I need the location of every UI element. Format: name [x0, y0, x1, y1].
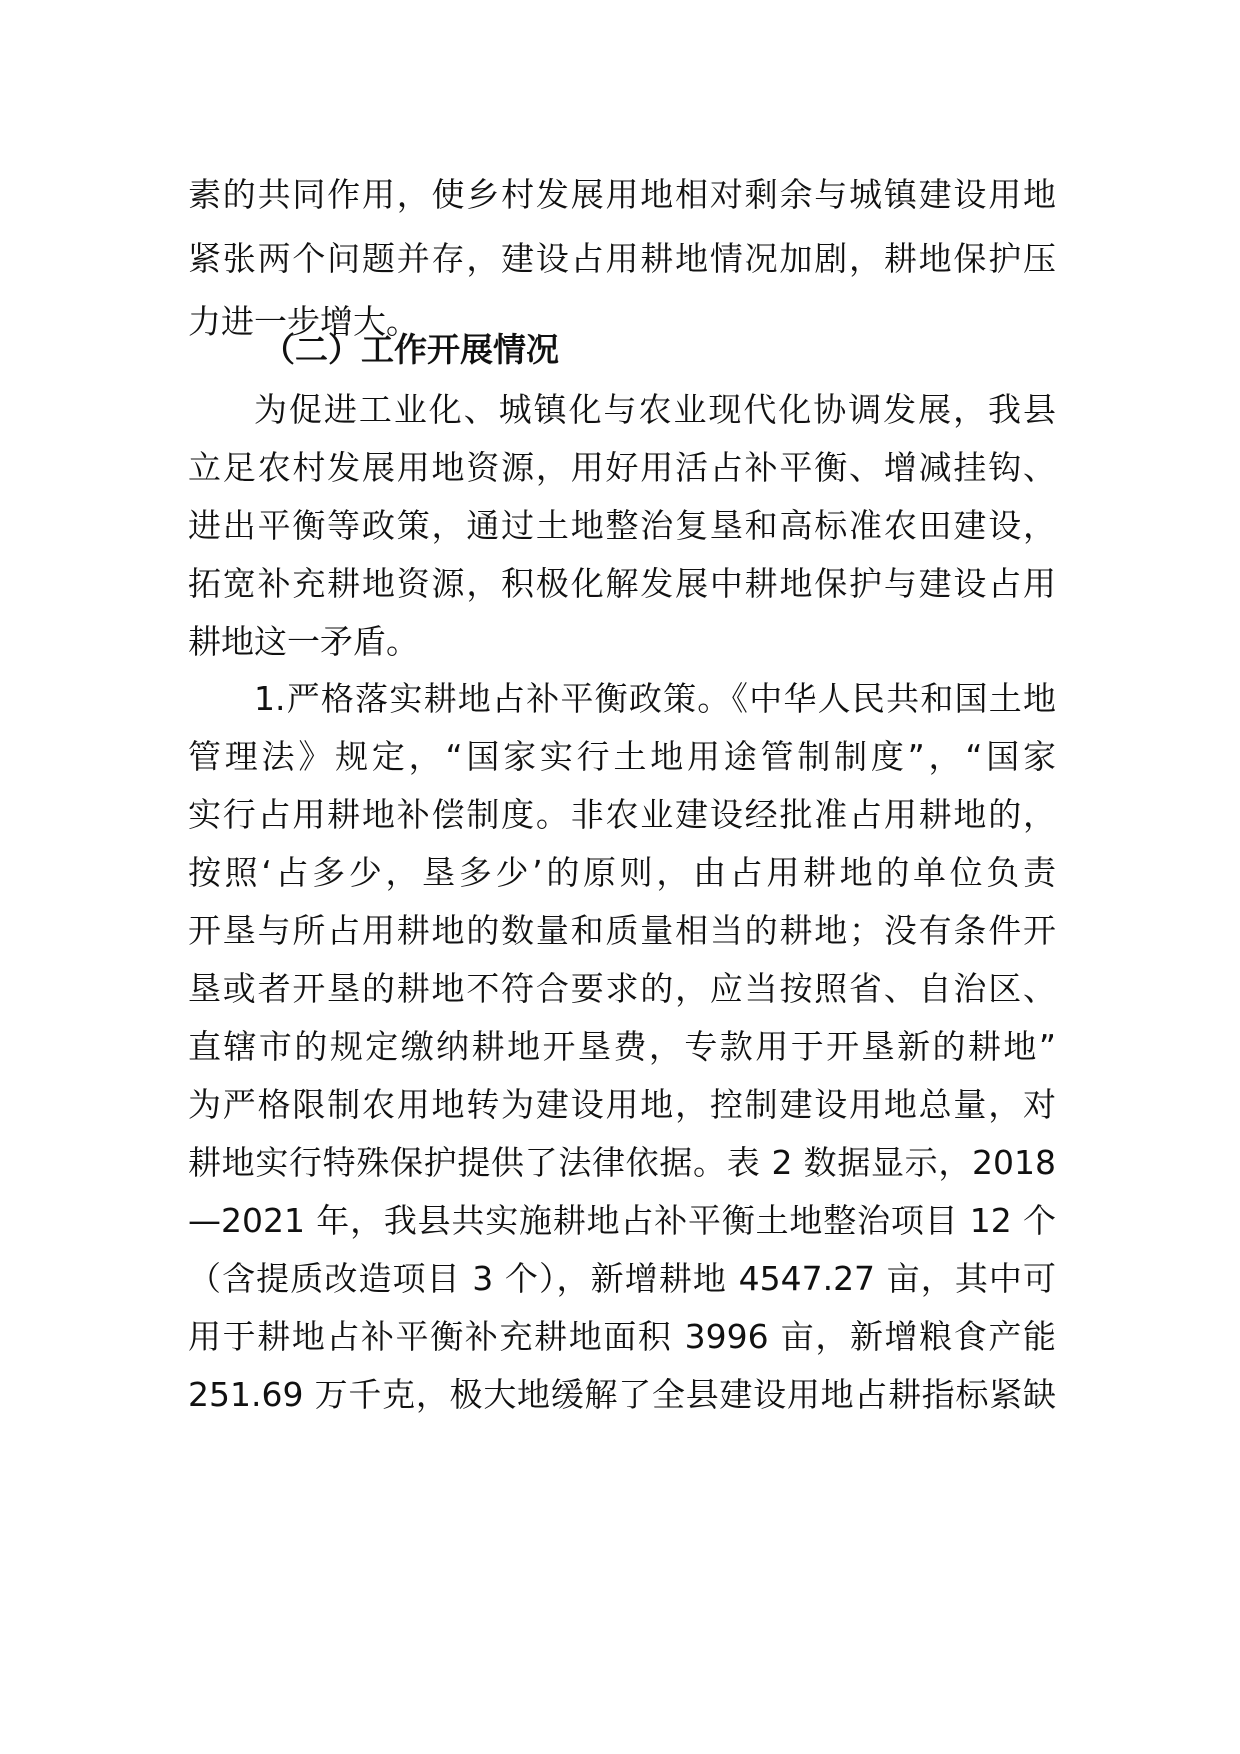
body-text-line: 管理法》规定，“国家实行土地用途管制制度”，“国家	[188, 737, 1056, 776]
body-text-line: 立足农村发展用地资源，用好用活占补平衡、增减挂钩、	[188, 448, 1056, 487]
body-text-line: 力进一步增大。	[188, 302, 419, 341]
body-text-line: 素的共同作用，使乡村发展用地相对剩余与城镇建设用地	[188, 175, 1056, 214]
body-text-line: 进出平衡等政策，通过土地整治复垦和高标准农田建设，	[188, 506, 1056, 545]
body-text-line: 紧张两个问题并存，建设占用耕地情况加剧，耕地保护压	[188, 239, 1056, 278]
body-text-line: 垦或者开垦的耕地不符合要求的，应当按照省、自治区、	[188, 969, 1056, 1008]
body-text-line: 为严格限制农用地转为建设用地，控制建设用地总量，对	[188, 1085, 1056, 1124]
body-text-line: （含提质改造项目 3 个），新增耕地 4547.27 亩，其中可	[188, 1259, 1056, 1298]
body-text-line: 251.69 万千克，极大地缓解了全县建设用地占耕指标紧缺	[188, 1375, 1056, 1414]
paragraph-first-line: 1.严格落实耕地占补平衡政策。《中华人民共和国土地	[254, 679, 1056, 718]
body-text-line: 直辖市的规定缴纳耕地开垦费，专款用于开垦新的耕地”	[188, 1027, 1056, 1066]
body-text-line: 用于耕地占补平衡补充耕地面积 3996 亩，新增粮食产能	[188, 1317, 1056, 1356]
body-text-line: 耕地实行特殊保护提供了法律依据。表 2 数据显示，2018	[188, 1143, 1056, 1182]
body-text-line: —2021 年，我县共实施耕地占补平衡土地整治项目 12 个	[188, 1201, 1056, 1240]
body-text-line: 耕地这一矛盾。	[188, 622, 419, 661]
section-heading: （二）工作开展情况	[262, 330, 559, 369]
body-text-line: 按照‘占多少，垦多少’的原则，由占用耕地的单位负责	[188, 853, 1056, 892]
paragraph-first-line: 为促进工业化、城镇化与农业现代化协调发展，我县	[254, 390, 1056, 429]
body-text-line: 开垦与所占用耕地的数量和质量相当的耕地；没有条件开	[188, 911, 1056, 950]
body-text-line: 拓宽补充耕地资源，积极化解发展中耕地保护与建设占用	[188, 564, 1056, 603]
body-text-line: 实行占用耕地补偿制度。非农业建设经批准占用耕地的，	[188, 795, 1056, 834]
